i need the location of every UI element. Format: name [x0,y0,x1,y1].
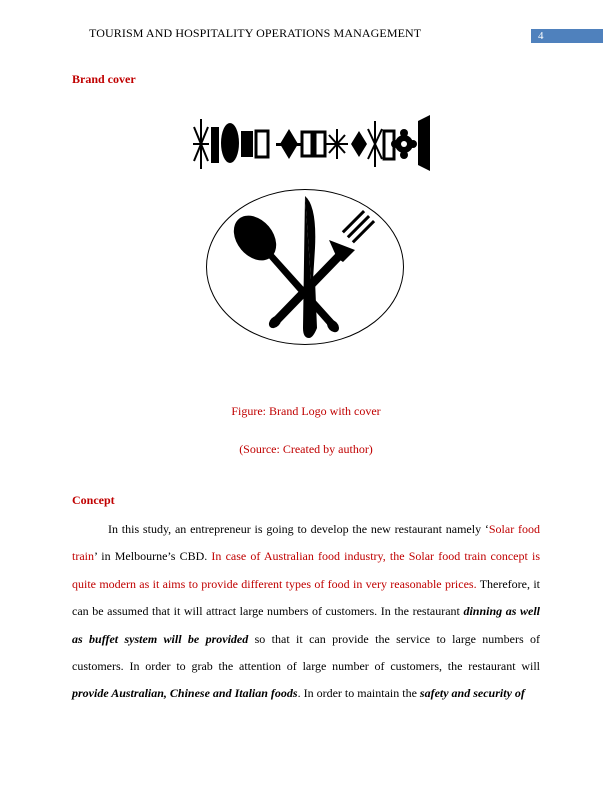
concept-text-9: . In order to maintain the [297,686,420,701]
figure-caption: Figure: Brand Logo with cover [231,404,381,418]
running-header-title: TOURISM AND HOSPITALITY OPERATIONS MANAGEMENT [89,26,422,40]
concept-text-7: so that it can provide the service to large numbers of customers. In order to grab the attention of large number of customers, the restaurant will [72,631,540,674]
fork-knife-spoon-plate-icon [205,188,405,346]
restaurant-name: Solar food train [72,522,541,564]
concept-heading: Concept [72,493,115,507]
concept-emphasis-foods: provide Australian, Chinese and Italian foods [72,686,298,701]
concept-text-5: Therefore, it can be assumed that it will attract large numbers of customers. In the restaurant [72,576,540,619]
page-number-badge: 4 [531,29,603,43]
brand-cover-heading: Brand cover [72,72,136,86]
concept-highlight-red: In case of Australian food industry, the Solar food train concept is quite modern as it aims to provide different types of food in very reasonable prices. [72,549,540,591]
concept-emphasis-safety: safety and security of [419,686,525,701]
concept-text-3: ’ in Melbourne’s CBD. [94,549,212,564]
decorative-text-logo-icon [192,113,432,173]
concept-emphasis-dining: dinning as well as buffet system will be provided [72,604,540,646]
concept-text-1: In this study, an entrepreneur is going to develop the new restaurant namely ‘ [108,522,489,536]
figure-source: (Source: Created by author) [239,442,373,456]
concept-paragraph [72,516,540,708]
